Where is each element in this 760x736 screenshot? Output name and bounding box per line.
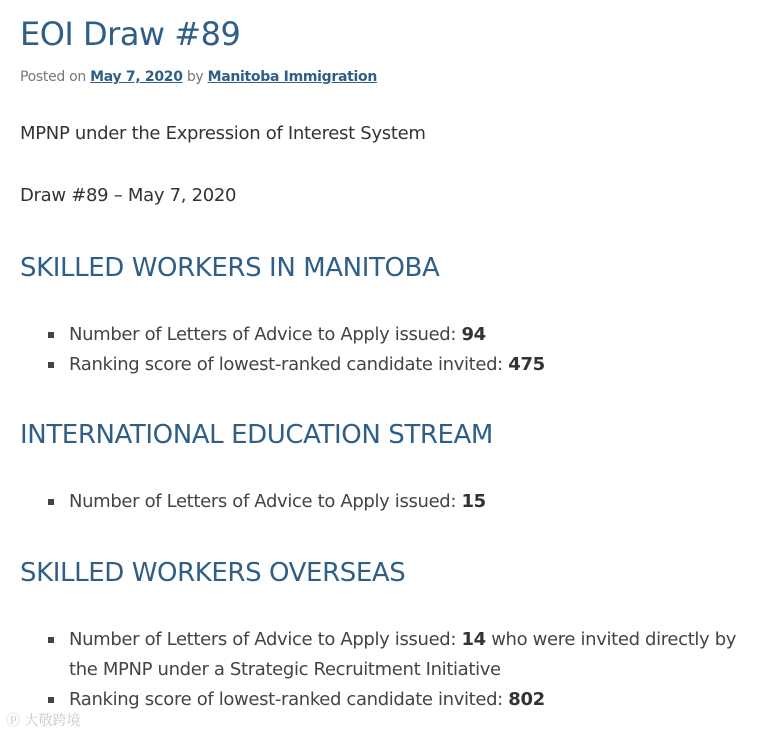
posted-on-label: Posted on bbox=[20, 69, 86, 85]
item-label: Number of Letters of Advice to Apply issued: bbox=[69, 324, 457, 345]
bullet-icon bbox=[48, 637, 54, 643]
watermark-text: 大敬跨境 bbox=[24, 713, 81, 729]
item-value: 475 bbox=[508, 354, 545, 375]
item-label: Number of Letters of Advice to Apply issued: bbox=[69, 629, 457, 650]
section-heading-skilled-workers-overseas: SKILLED WORKERS OVERSEAS bbox=[20, 558, 406, 588]
section-heading-international-education: INTERNATIONAL EDUCATION STREAM bbox=[20, 420, 493, 450]
item-label: Ranking score of lowest-ranked candidate invited: bbox=[69, 354, 503, 375]
by-label: by bbox=[186, 69, 204, 85]
list-item bbox=[20, 625, 755, 685]
draw-line: Draw #89 – May 7, 2020 bbox=[20, 185, 237, 206]
author-link[interactable]: Manitoba Immigration bbox=[207, 69, 378, 85]
bullet-icon bbox=[48, 697, 54, 703]
list-item bbox=[20, 320, 755, 350]
post-meta bbox=[20, 67, 377, 87]
item-suffix: who were invited directly by the MPNP under a Strategic Recruitment Initiative bbox=[69, 629, 737, 680]
intro-text: MPNP under the Expression of Interest System bbox=[20, 123, 426, 144]
list-item bbox=[20, 350, 755, 380]
stats-list-international-education bbox=[20, 487, 755, 517]
item-label: Number of Letters of Advice to Apply issued: bbox=[69, 491, 457, 512]
list-item bbox=[20, 685, 755, 715]
watermark-logo bbox=[6, 710, 80, 730]
post-date-link[interactable]: May 7, 2020 bbox=[90, 69, 183, 85]
bullet-icon bbox=[48, 362, 54, 368]
list-item bbox=[20, 487, 755, 517]
item-label: Ranking score of lowest-ranked candidate invited: bbox=[69, 689, 503, 710]
bullet-icon bbox=[48, 499, 54, 505]
item-value: 802 bbox=[508, 689, 545, 710]
watermark-icon: ⓟ bbox=[6, 713, 20, 729]
bullet-icon bbox=[48, 332, 54, 338]
item-value: 94 bbox=[461, 324, 486, 345]
item-value: 15 bbox=[461, 491, 486, 512]
section-heading-skilled-workers-manitoba: SKILLED WORKERS IN MANITOBA bbox=[20, 253, 440, 283]
page-title: EOI Draw #89 bbox=[20, 15, 241, 53]
stats-list-skilled-workers-overseas bbox=[20, 625, 755, 715]
stats-list-skilled-workers-manitoba bbox=[20, 320, 755, 380]
item-value: 14 bbox=[461, 629, 486, 650]
